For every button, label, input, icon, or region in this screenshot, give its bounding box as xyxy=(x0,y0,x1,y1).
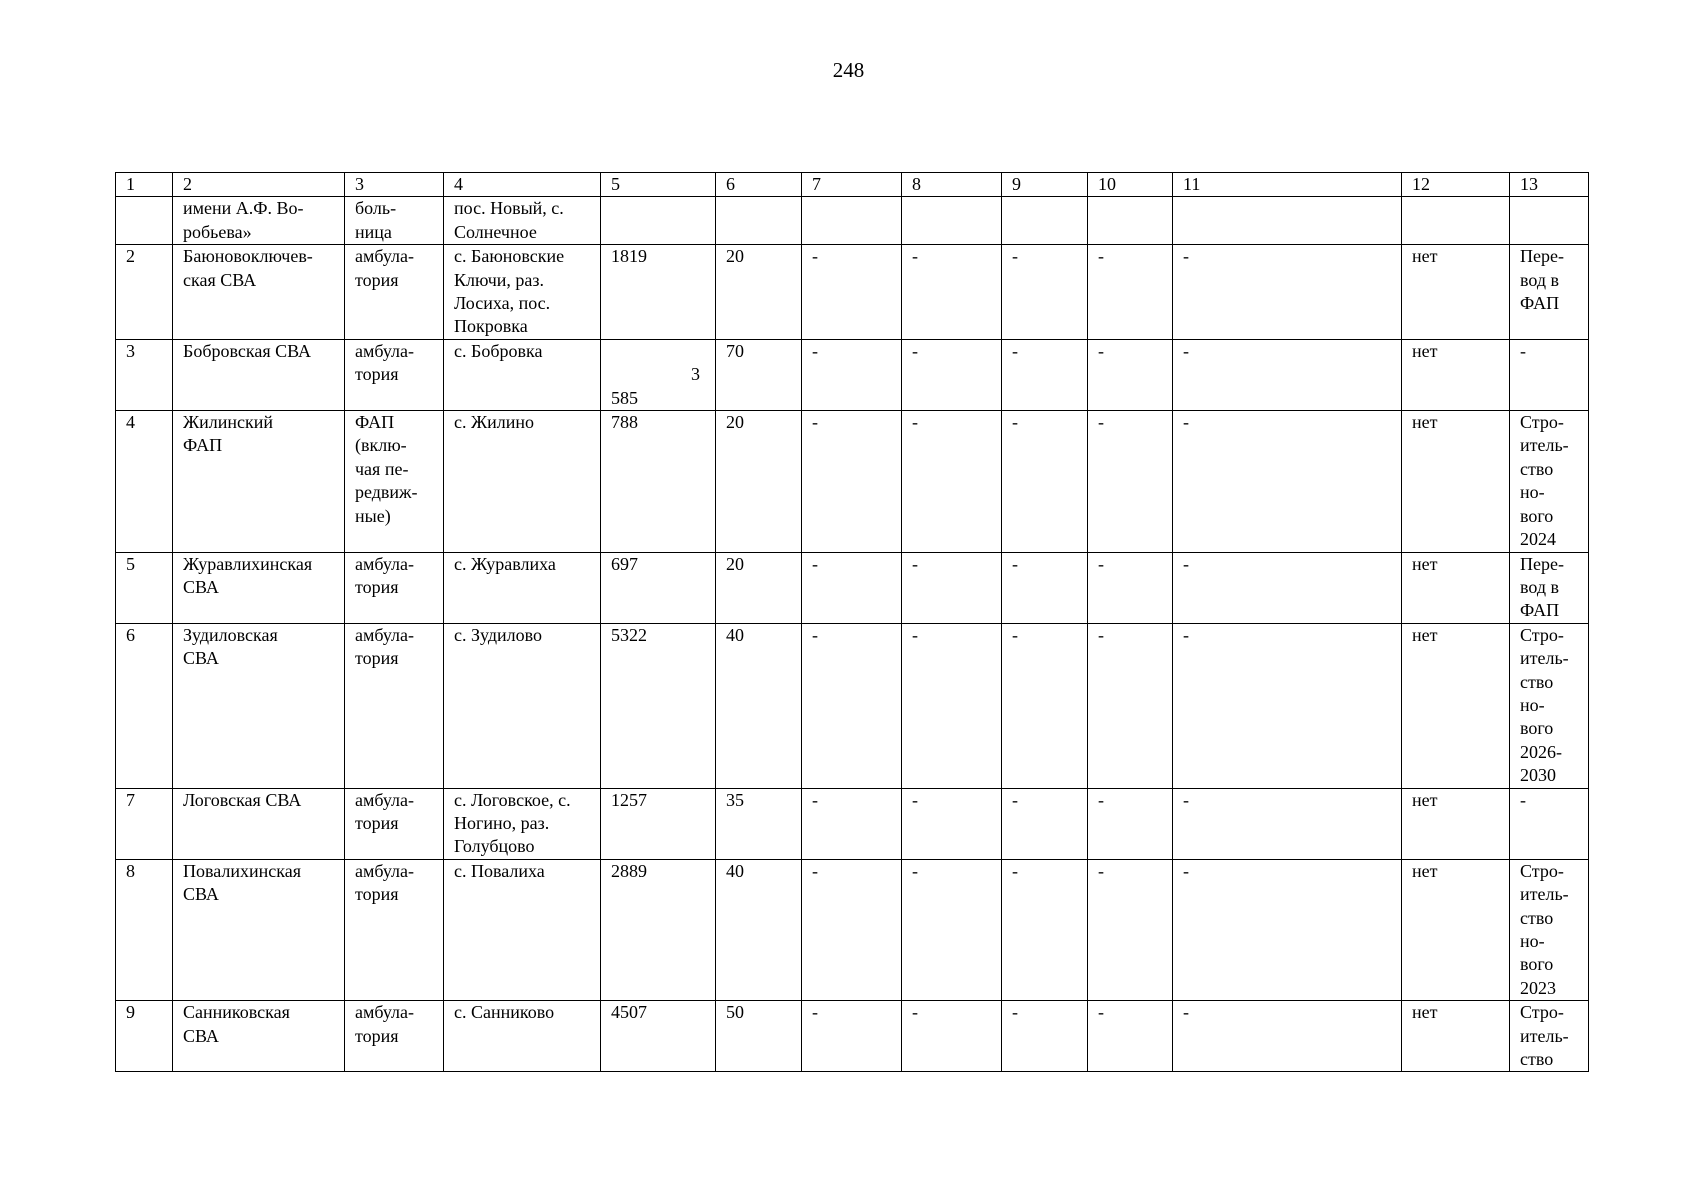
table-cell: с. Логовское, с. Ногино, раз. Голубцово xyxy=(444,788,601,859)
table-cell: амбула- тория xyxy=(345,623,444,788)
table-cell: - xyxy=(902,339,1002,410)
table-cell: с. Повалиха xyxy=(444,859,601,1000)
table-cell: с. Бобровка xyxy=(444,339,601,410)
table-cell: - xyxy=(802,1001,902,1072)
table-cell: - xyxy=(902,788,1002,859)
table-row xyxy=(116,552,1589,623)
column-header: 11 xyxy=(1173,173,1402,197)
table-cell: 50 xyxy=(716,1001,802,1072)
column-header: 6 xyxy=(716,173,802,197)
table-row xyxy=(116,197,1589,245)
table-cell xyxy=(716,197,802,245)
table-cell: 5322 xyxy=(601,623,716,788)
table-cell: - xyxy=(802,859,902,1000)
table-cell: нет xyxy=(1402,339,1510,410)
table-cell: боль- ница xyxy=(345,197,444,245)
table-cell: - xyxy=(1173,623,1402,788)
table-row xyxy=(116,788,1589,859)
table-cell: 7 xyxy=(116,788,173,859)
table-cell: - xyxy=(902,859,1002,1000)
table-cell: - xyxy=(1002,339,1088,410)
table-cell: - xyxy=(1173,1001,1402,1072)
table-cell: 3 585 xyxy=(601,339,716,410)
table-cell: - xyxy=(902,411,1002,552)
table-cell: 20 xyxy=(716,411,802,552)
table-cell: 1819 xyxy=(601,245,716,340)
table-cell: амбула- тория xyxy=(345,788,444,859)
table-cell: 35 xyxy=(716,788,802,859)
table-cell: амбула- тория xyxy=(345,1001,444,1072)
table-row xyxy=(116,859,1589,1000)
table-cell: - xyxy=(802,623,902,788)
table-cell: - xyxy=(802,339,902,410)
table-cell: Стро- итель- ство xyxy=(1510,1001,1589,1072)
table-cell: Стро- итель- ство но- вого 2023 xyxy=(1510,859,1589,1000)
table-cell xyxy=(1510,197,1589,245)
table-cell: Жилинский ФАП xyxy=(173,411,345,552)
table-row xyxy=(116,623,1589,788)
table-cell: 70 xyxy=(716,339,802,410)
table-cell: с. Журавлиха xyxy=(444,552,601,623)
table-cell: 3 xyxy=(116,339,173,410)
table-cell: - xyxy=(902,552,1002,623)
table-cell: - xyxy=(1002,859,1088,1000)
table-cell: амбула- тория xyxy=(345,245,444,340)
table-cell: 6 xyxy=(116,623,173,788)
table-cell: - xyxy=(1088,859,1173,1000)
table-cell: 1257 xyxy=(601,788,716,859)
column-header: 7 xyxy=(802,173,902,197)
table-cell: 20 xyxy=(716,245,802,340)
table-cell: Журавлихинская СВА xyxy=(173,552,345,623)
table-cell: Бобровская СВА xyxy=(173,339,345,410)
column-header: 9 xyxy=(1002,173,1088,197)
column-header: 4 xyxy=(444,173,601,197)
table-cell: - xyxy=(1002,623,1088,788)
table-cell: - xyxy=(1088,339,1173,410)
table-cell: с. Жилино xyxy=(444,411,601,552)
table-cell xyxy=(116,197,173,245)
table-cell: нет xyxy=(1402,623,1510,788)
table-cell: с. Санниково xyxy=(444,1001,601,1072)
table-cell: - xyxy=(1173,245,1402,340)
table-cell: 697 xyxy=(601,552,716,623)
column-header: 1 xyxy=(116,173,173,197)
table-cell: - xyxy=(1173,411,1402,552)
table-cell: - xyxy=(1510,339,1589,410)
table-cell: пос. Новый, с. Солнечное xyxy=(444,197,601,245)
table-cell: - xyxy=(1002,788,1088,859)
table-row xyxy=(116,1001,1589,1072)
table-cell: - xyxy=(1088,623,1173,788)
table-cell: - xyxy=(802,411,902,552)
table-cell xyxy=(802,197,902,245)
table-cell: 2 xyxy=(116,245,173,340)
table-cell: нет xyxy=(1402,411,1510,552)
table-row xyxy=(116,245,1589,340)
table-cell: 9 xyxy=(116,1001,173,1072)
table-cell xyxy=(1088,197,1173,245)
table-cell: - xyxy=(1088,245,1173,340)
table-cell: Зудиловская СВА xyxy=(173,623,345,788)
table-cell: - xyxy=(1088,788,1173,859)
data-table xyxy=(115,172,1589,1072)
table-cell: имени А.Ф. Во- робьева» xyxy=(173,197,345,245)
table-cell xyxy=(902,197,1002,245)
table-cell xyxy=(1002,197,1088,245)
table-cell: нет xyxy=(1402,245,1510,340)
table-cell: - xyxy=(1173,552,1402,623)
table-cell xyxy=(601,197,716,245)
table-cell: 8 xyxy=(116,859,173,1000)
table-cell: - xyxy=(1002,411,1088,552)
column-header: 3 xyxy=(345,173,444,197)
table-cell: Стро- итель- ство но- вого 2024 xyxy=(1510,411,1589,552)
table-cell: амбула- тория xyxy=(345,339,444,410)
table-row xyxy=(116,339,1589,410)
table-cell: - xyxy=(902,623,1002,788)
table-cell: 2889 xyxy=(601,859,716,1000)
table-cell xyxy=(1173,197,1402,245)
table-cell: нет xyxy=(1402,552,1510,623)
table-cell: 40 xyxy=(716,623,802,788)
table-cell: - xyxy=(1088,411,1173,552)
table-header-row xyxy=(116,173,1589,197)
table-cell: 20 xyxy=(716,552,802,623)
column-header: 13 xyxy=(1510,173,1589,197)
table-cell: - xyxy=(802,245,902,340)
table-cell: 4507 xyxy=(601,1001,716,1072)
table-cell: нет xyxy=(1402,1001,1510,1072)
table-cell: Пере- вод в ФАП xyxy=(1510,552,1589,623)
table-cell: - xyxy=(802,552,902,623)
table-row xyxy=(116,411,1589,552)
table-cell: - xyxy=(1088,552,1173,623)
column-header: 12 xyxy=(1402,173,1510,197)
table-cell: Стро- итель- ство но- вого 2026- 2030 xyxy=(1510,623,1589,788)
table-cell: Повалихинская СВА xyxy=(173,859,345,1000)
table-cell: амбула- тория xyxy=(345,859,444,1000)
table-cell: Баюновоключев- ская СВА xyxy=(173,245,345,340)
table-cell: 788 xyxy=(601,411,716,552)
table-cell: с. Зудилово xyxy=(444,623,601,788)
table-cell: амбула- тория xyxy=(345,552,444,623)
table-cell: - xyxy=(1173,339,1402,410)
table-cell: - xyxy=(902,1001,1002,1072)
table-cell: нет xyxy=(1402,859,1510,1000)
page-number: 248 xyxy=(832,58,865,82)
table-cell: нет xyxy=(1402,788,1510,859)
table-cell: с. Баюновские Ключи, раз. Лосиха, пос. Покровка xyxy=(444,245,601,340)
table-cell: ФАП (вклю- чая пе- редвиж- ные) xyxy=(345,411,444,552)
table-cell: - xyxy=(1002,552,1088,623)
table-cell: - xyxy=(1002,1001,1088,1072)
table-cell: 4 xyxy=(116,411,173,552)
table-cell: - xyxy=(1173,859,1402,1000)
table-cell: Пере- вод в ФАП xyxy=(1510,245,1589,340)
table-cell: - xyxy=(1510,788,1589,859)
column-header: 8 xyxy=(902,173,1002,197)
table-cell: Санниковская СВА xyxy=(173,1001,345,1072)
column-header: 10 xyxy=(1088,173,1173,197)
table-cell: 5 xyxy=(116,552,173,623)
table-cell: - xyxy=(1173,788,1402,859)
table-cell xyxy=(1402,197,1510,245)
table-cell: Логовская СВА xyxy=(173,788,345,859)
column-header: 5 xyxy=(601,173,716,197)
table-cell: - xyxy=(802,788,902,859)
table-cell: 40 xyxy=(716,859,802,1000)
column-header: 2 xyxy=(173,173,345,197)
table-cell: - xyxy=(902,245,1002,340)
table-cell: - xyxy=(1088,1001,1173,1072)
table-cell: - xyxy=(1002,245,1088,340)
